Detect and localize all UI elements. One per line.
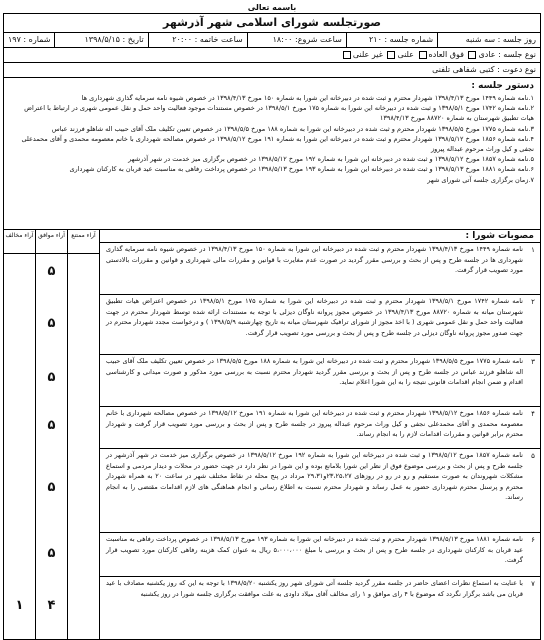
checkbox-regular xyxy=(468,51,476,59)
meeting-date: تاریخ : ۱۳۹۸/۵/۱۵ xyxy=(54,33,147,47)
checkbox-private xyxy=(343,51,351,59)
meta-row-1 xyxy=(4,33,540,48)
agenda-item: نجفی و کیل وراث مرحوم عبداله پیروز xyxy=(430,144,534,153)
checkbox-extraordinary xyxy=(419,51,427,59)
invitation-type: نوع دعوت : کتبی شفاهی تلفنی xyxy=(432,65,536,74)
session-type-public: علنی xyxy=(397,50,414,59)
resolution-text: نامه شماره ۱۴۴۹ مورخ ۱۳۹۸/۴/۱۳ شهردار محترم و ثبت شده در دبیرخانه این شورا به شماره ۱۵۰ مورخ ۱۳۹۸/۴/۱۳ در خصوص شیوه نامه سرمایه گذاری شهرداری ها در جلسه طرح و پس از بحث و بررسی مقرر گردید در صورت عدم مغایرت با قوانین و مقررات مالی شهرداری و قوانین و مقررات بالادستی مورد تصویب قرار گرفت. xyxy=(106,245,523,274)
resolutions-heading: مصوبات شورا : xyxy=(465,231,534,241)
agenda-item: ۱.نامه شماره ۱۴۴۹ مورخ ۱۳۹۸/۴/۱۳ شهردار محترم و ثبت شده در دبیرخانه این شورا به شماره ۱۵۰ مورخ ۱۳۹۸/۴/۱۳ در خصوص شیوه نامه سرمایه گذاری شهرداری ها xyxy=(81,94,534,102)
agenda-item: ۲.نامه شماره ۱۷۴۲ مورخ ۱۳۹۸/۵/۱ و ثبت شده در دبیرخانه این شورا به شماره ۱۷۵ مورخ ۱۳۹۸/۵/۱ در خصوص مستندات موجود فعالیت واحد حمل و نقل عمومی شهری در ارتباط با اعتراض xyxy=(24,104,534,113)
resolution-number: ۶ xyxy=(531,536,535,544)
agenda-section xyxy=(3,78,541,230)
session-number: شماره جلسه : ۲۱۰ xyxy=(346,33,437,47)
agenda-heading: دستور جلسه : xyxy=(471,81,534,91)
agenda-item: ۷.زمان برگزاری جلسه آتی شورای شهر xyxy=(427,175,534,184)
oppose-header: آراء مخالف xyxy=(4,230,35,254)
agenda-item: ۶.نامه شماره ۱۸۸۱ مورخ ۱۳۹۸/۵/۱۳ و ثبت شده در دبیرخانه این شورا به شماره ۱۹۳ مورخ ۱۳۹۸/۵/۱۳ در خصوص پرداخت رفاهی به مناسبت عید قربان به کارکنان شهرداری xyxy=(69,165,534,174)
resolution-item xyxy=(100,532,540,576)
resolution-text: نامه شماره ۱۷۷۵ مورخ ۱۳۹۸/۵/۵ شهردار محترم و ثبت شده در دبیرخانه این شورا به شماره ۱۸۸ مورخ ۱۳۹۸/۵/۵ در خصوص تعیین تکلیف ملک آقای حبیب اله شاهلو فرزند عباس در جلسه طرح و پس از بحث و بررسی مقرر گردید شهردار محترم نسبت به بررسی مورد مذکور و صورت میدانی و کارشناسی اقدام و ضمن انجام اقدامات قانونی نتیجه را به این شورا اعلام نماید. xyxy=(106,357,524,386)
session-type-label: نوع جلسه : xyxy=(498,50,536,59)
resolution-number: ۴ xyxy=(531,410,535,418)
resolution-item xyxy=(100,448,540,532)
resolution-number: ۲ xyxy=(531,298,535,306)
oppose-column xyxy=(4,230,35,639)
agree-votes: ۵ xyxy=(47,546,56,561)
agree-votes: ۵ xyxy=(47,370,56,385)
resolution-text: نامه شماره ۱۸۵۷ مورخ ۱۳۹۸/۵/۱۲ و ثبت شده در دبیرخانه این شورا به شماره ۱۹۲ مورخ ۱۳۹۸/۵/۱۲ در خصوص برگزاری میز خدمت در شهر آذرشهر در جلسه طرح و پس از بحث و بررسی موضوع فوق از نظر این شورا بلامانع بوده و این شورا در نظر دارد در جهت حضور در محلات و دیدار مردمی و استماع مشکلات شهروندان به صورت مستقیم و رو در رو در روزهای ۲۳،۲۵،۲۷و۲۹،۳۱ مرداد در پنج محله در نقاط مختلف شهر در ساعت ۲۰ به همراه شهردار محترم و پرسنل محترم شهرداری حضور به عمل رساند و شهردار محترم نسبت به اطلاع رسانی و انجام هماهنگی های لازم اقدامات مقتضی را به انجام رساند. xyxy=(106,451,523,501)
agree-votes: ۵ xyxy=(47,264,56,279)
letter-number: شماره : ۱۹۷ xyxy=(7,35,51,44)
agree-votes: ۵ xyxy=(47,418,56,433)
agenda-item: هیات تطبیق شهرستان به شماره ۸۸۷۲۰ مورخ ۱۳۹۸/۴/۱۳ xyxy=(379,114,534,123)
session-type xyxy=(4,48,540,62)
resolution-item xyxy=(100,354,540,406)
session-type-regular: عادی xyxy=(478,50,496,59)
document-title: صورتجلسه شورای اسلامی شهر آذرشهر xyxy=(3,13,541,33)
resolution-text: با عنایت به استماع نظرات اعضای حاضر در جلسه مقرر گردید جلسه آتی شورای شهر روز یکشنبه ۱۳۹۸/۵/۲۰ با توجه به این که روز یکشنبه مصادف با عید قربان می باشد برگزار نگردد که موضوع با ۴ رای موافق و ۱ رای مخالف آقای میلاد داودی به علت موافقت برگزاری جلسه شورا در روز یکشنبه xyxy=(106,579,523,598)
vote-columns xyxy=(4,230,99,639)
resolution-number: ۱ xyxy=(531,246,535,254)
agree-header: آراء موافق xyxy=(36,230,67,254)
start-time: ساعت شروع: ۱۸:۰۰ xyxy=(247,33,346,47)
resolution-text: نامه شماره ۱۸۸۱ مورخ ۱۳۹۸/۵/۱۳ شهردار محترم و ثبت شده در دبیرخانه این شورا به شماره ۱۹۳ مورخ ۱۳۹۸/۵/۱۳ در خصوص پرداخت رفاهی به مناسبت عید قربان به کارکنان شهرداری در جلسه طرح و پس از بحث و بررسی با مبلغ ۵،۰۰۰،۰۰۰ ریال به عنوان کمک هزینه رفاهی کارکنان مورد تصویب قرار گرفت. xyxy=(106,535,523,564)
resolutions-section xyxy=(3,230,541,640)
resolution-number: ۵ xyxy=(531,452,535,460)
resolutions-body xyxy=(99,230,540,639)
agree-column xyxy=(35,230,67,639)
end-time: ساعت خاتمه : ۲۰:۰۰ xyxy=(148,33,247,47)
invocation: باسمه تعالی xyxy=(247,3,297,12)
session-type-private: غیر علنی xyxy=(352,50,383,59)
meeting-day: روز جلسه : سه شنبه xyxy=(437,33,540,47)
agree-votes: ۵ xyxy=(47,316,56,331)
resolution-text: نامه شماره ۱۷۴۲ مورخ ۱۳۹۸/۵/۱ شهردار محترم و ثبت شده در دبیرخانه این شورا به شماره ۱۷۵ مورخ ۱۳۹۸/۵/۱ در خصوص اعتراض هیات تطبیق شهرستان میانه به شماره ۸۸۷۲۰ مورخ ۱۳۹۸/۴/۱۳ در خصوص مجوز پروانه ناوگان دیزلی با توجه به مستندات ارائه شده توسط شهردار محترم در جهت فعالیت واحد حمل و نقل عمومی شهری ( با اخذ مجوز از شورای ترافیک شهرستان میانه به تاریخ چهارشنبه ۱۳۹۸/۵/۹ ) و درخواست مجدد شهردار محترم در جهت صدور مجوز پروانه ناوگان دیزلی در جلسه طرح و پس از بحث و بررسی مورد تصویب قرار گرفت. xyxy=(106,297,523,337)
resolution-item xyxy=(100,242,540,294)
meta-table xyxy=(3,33,541,78)
resolution-item xyxy=(100,294,540,354)
resolution-text: نامه شماره ۱۸۵۶ مورخ ۱۳۹۸/۵/۱۲ شهردار محترم و ثبت شده در دبیرخانه این شورا به شماره ۱۹۱ مورخ ۱۳۹۸/۵/۱۲ در خصوص مصالحه شهرداری با خانم معصومه محمدی و آقای محمدعلی نجفی و کیل وراث مرحوم عبداله پیروز در جلسه طرح و پس از بحث و بررسی مورد تصویب قرار گرفت و شهردار محترم برابر قوانین و مقررات اقدامات لازم را به انجام رساند. xyxy=(106,409,523,438)
agenda-item: ۵.نامه شماره ۱۸۵۷ مورخ ۱۳۹۸/۵/۱۲ و ثبت شده در دبیرخانه این شورا به شماره ۱۹۲ مورخ ۱۳۹۸/۵/۱۲ در خصوص برگزاری میز خدمت در شهر آذرشهر xyxy=(128,155,534,164)
session-type-extraordinary: فوق العاده xyxy=(428,50,464,59)
document-page xyxy=(3,3,541,629)
meta-row-3 xyxy=(4,63,540,77)
oppose-spacer xyxy=(4,254,35,576)
agree-votes: ۴ xyxy=(47,598,56,613)
abstain-header: آراء ممتنع xyxy=(68,230,99,254)
resolution-item xyxy=(100,406,540,448)
agenda-item: ۴.نامه شماره ۱۸۵۶ مورخ ۱۳۹۸/۵/۱۲ شهردار محترم و ثبت شده در دبیرخانه این شورا به شماره ۱۹۱ مورخ ۱۳۹۸/۵/۱۲ در خصوص مصالحه شهرداری با خانم معصومه محمدی و آقای محمدعلی xyxy=(21,134,534,143)
meta-row-2 xyxy=(4,48,540,63)
resolution-item xyxy=(100,576,540,639)
resolution-number: ۷ xyxy=(531,580,535,588)
abstain-column xyxy=(67,230,99,639)
checkbox-public xyxy=(387,51,395,59)
oppose-votes: ۱ xyxy=(15,598,24,613)
agenda-item: ۳.نامه شماره ۱۷۷۵ مورخ ۱۳۹۸/۵/۵ شهردار محترم و ثبت شده در دبیرخانه این شورا به شماره ۱۸۸ مورخ ۱۳۹۸/۵/۵ در خصوص تعیین تکلیف ملک آقای حبیب اله شاهلو فرزند عباس xyxy=(51,124,534,133)
resolution-number: ۳ xyxy=(531,358,535,366)
agree-votes: ۵ xyxy=(47,480,56,495)
